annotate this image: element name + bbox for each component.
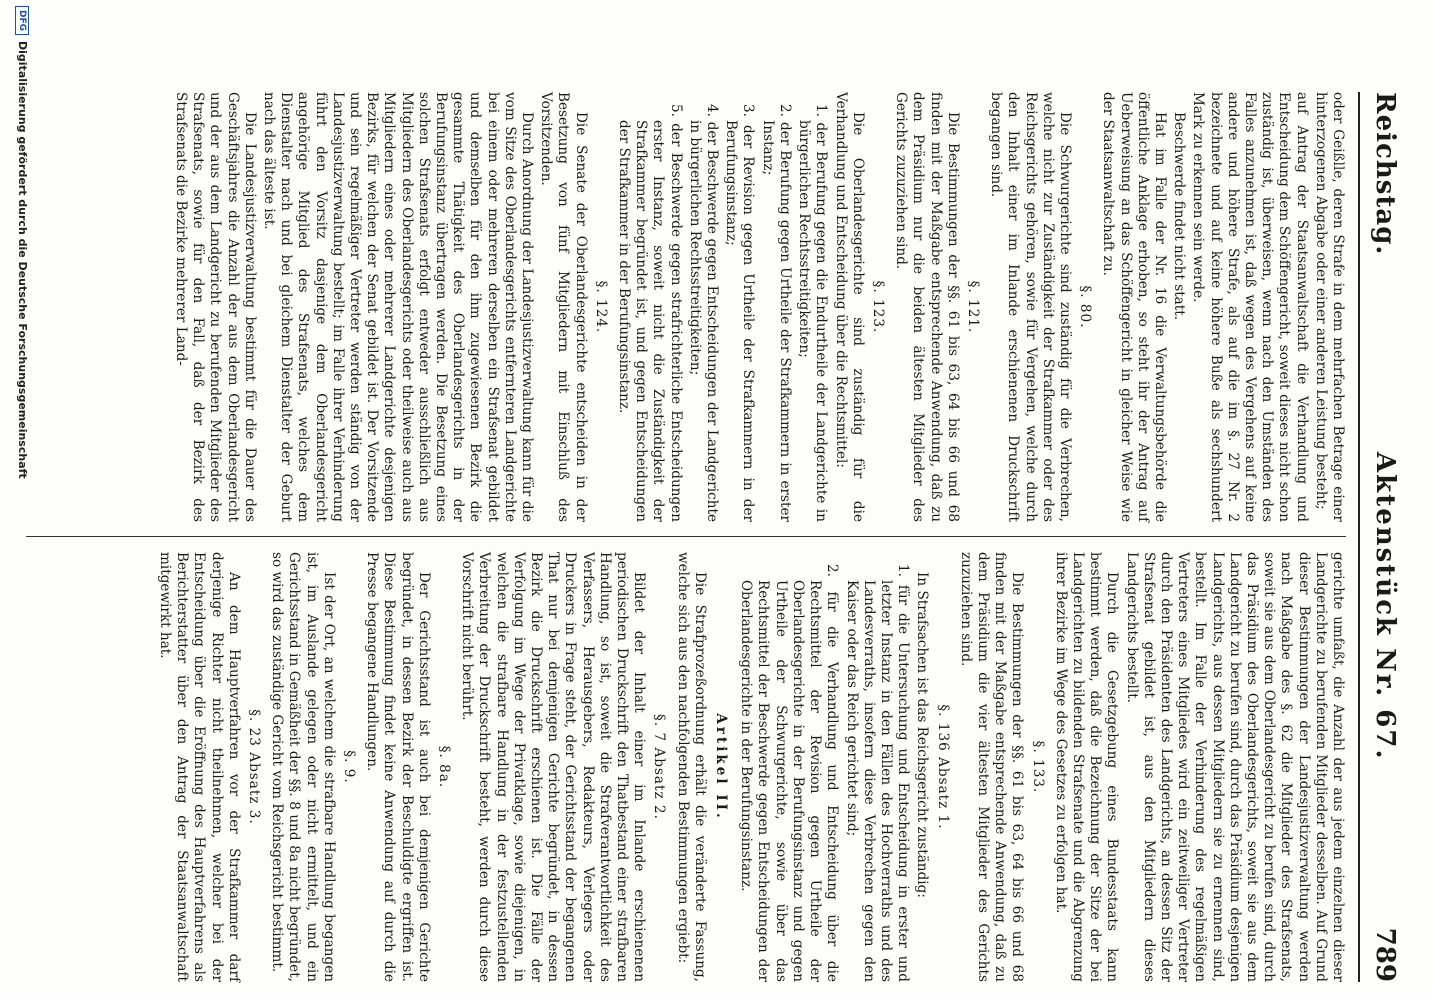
page-header <box>1360 92 1404 982</box>
dfg-logo: DFG <box>15 6 29 35</box>
page-body <box>14 92 1404 982</box>
digitization-credit-text: Digitalisierung gefördert durch die Deutsche Forschungsgemeinschaft <box>16 41 29 479</box>
paragraph: Die Senate der Oberlandesgerichte entscheiden in der Besetzung von fünf Mitgliedern mit Einschluß des Vorsitzenden. <box>538 92 589 522</box>
section-heading: §. 8a. <box>436 745 453 789</box>
running-head-left: Reichstag. <box>1370 92 1400 256</box>
paragraph: Ist der Ort, an welchem die strafbare Handlung begangen ist, im Auslande gelegen oder nicht ermittelt, und ein Gerichtsstand in Gemäßheit der §§. 8 und 8a nicht begründet, so wird das zuständige Gericht vom Reichsgericht bestimmt. <box>269 552 337 982</box>
list-item: 1. der Berufung gegen die Endurtheile der Landgerichte in bürgerlichen Rechtsstreitigkeiten; <box>796 104 830 522</box>
paragraph: Durch die Gesetzgebung eines Bundesstaats kann bestimmt werden, daß die Bezeichnung der Sitze der bei Landgerichten zu bildenden Strafsenate und die Abgrenzung ihrer Bezirke im Wege des Gesetzes zu erfolgen hat. <box>1052 552 1121 982</box>
list-item: 2. der Berufung gegen Urtheile der Strafkammern in erster Instanz; <box>759 104 793 522</box>
paragraph: Durch Anordnung der Landesjustizverwaltung kann für die vom Sitze des Oberlandesgerichts entfernteren Landgerichte bei einem oder mehreren derselben ein Strafsenat gebildet und demselben für den ihm zugewiesenen Bezirk die gesammte Thätigkeit des Oberlandesgerichts in der Berufungsinstanz übertragen werden. Die Besetzung eines solchen Strafsenats erfolgt entweder ausschließlich aus Mitgliedern des Oberlandesgerichts oder theilweise auch aus Mitgliedern eines oder mehrerer Landgerichte desjenigen Bezirks, für welchen der Senat gebildet ist. Der Vorsitzende und sein regelmäßiger Vertreter werden ständig von der Landesjustizverwaltung bestellt; im Falle ihrer Verhinderung führt den Vorsitz dasjenige dem Oberlandesgericht angehörige Mitglied des Strafsenats, welches dem Dienstalter nach und bei gleichem Dienstalter der Geburt nach das älteste ist. <box>261 92 536 522</box>
paragraph: Die Landesjustizverwaltung bestimmt für die Dauer des Geschäftsjahres die Anzahl der aus dem Oberlandesgericht und der aus dem Landgericht zu berufenden Mitglieder des Strafsenats, sowie für den Fall, daß der Bezirk des Strafsenats die Bezirke mehrerer Land- <box>173 92 258 522</box>
list-item: 5. der Beschwerde gegen strafrichterliche Entscheidungen erster Instanz, soweit nicht die Zuständigkeit der Strafkammer begründet ist, und gegen Entscheidungen der Strafkammer in der Berufungsinstanz. <box>616 104 684 522</box>
list-item: 4. der Beschwerde gegen Entscheidungen der Landgerichte in bürgerlichen Rechtsstreitigkeiten; <box>686 104 721 522</box>
paragraph: Beschwerde findet nicht statt. <box>1171 112 1188 321</box>
paragraph: Die Schwurgerichte sind zuständig für die Verbrechen, welche nicht zur Zuständigkeit der Strafkammer oder des Reichsgerichts gehören, sowie für Vergehen, welche durch den Inhalt einer im Inlande erschienenen Druckschrift begangen sind. <box>988 92 1073 522</box>
header-rule <box>1358 92 1360 982</box>
paragraph: In Strafsachen ist das Reichsgericht zuständig: <box>914 572 931 898</box>
column-divider <box>26 536 1346 537</box>
right-column <box>154 552 1346 982</box>
paragraph: Hat im Falle der Nr. 16 die Verwaltungsbehörde die öffentliche Anklage erhoben, so steht ihr der Antrag auf Ueberweisung an das Schöffengericht in gleicher Weise wie der Staatsanwaltschaft zu. <box>1100 92 1168 522</box>
paragraph: Die Oberlandesgerichte sind zuständig für die Verhandlung und Entscheidung über die Rechtsmittel: <box>832 92 866 522</box>
digitization-credit <box>15 0 29 1006</box>
paragraph: Die Strafprozeßordnung erhält die veränderte Fassung, welche sich aus den nachfolgenden Bestimmungen ergiebt: <box>674 552 708 982</box>
paragraph: Bildet der Inhalt einer im Inlande erschienenen periodischen Druckschrift den Thatbestand einer strafbaren Handlung, so ist, soweit die Strafverantwortlichkeit des Verfassers, Herausgebers, Redakteurs, Verlegers oder Druckers in Frage steht, der Gerichtsstand der begangenen That nur bei demjenigen Gerichte begründet, in dessen Bezirk die Druckschrift erschienen ist. Die Fälle der Verfolgung im Wege der Privatklage, sowie diejenigen, in welchen die strafbare Handlung in der festzustellenden Verbreitung der Druckschrift besteht, werden durch diese Vorschrift nicht berührt. <box>459 552 648 982</box>
page-number: 789 <box>1370 927 1400 982</box>
section-heading: §. 7 Absatz 2. <box>651 714 668 820</box>
document-title: Aktenstück Nr. 67. <box>1370 452 1400 761</box>
section-heading: §. 123. <box>869 280 886 334</box>
paragraph: oder Geißlle, deren Strafe in dem mehrfachen Betrage einer hinterzogenen Abgabe oder einer anderen Leistung besteht; <box>1312 92 1346 522</box>
section-heading: §. 121. <box>964 280 981 334</box>
paragraph: Die Bestimmungen der §§. 61 bis 63, 64 bis 66 und 68 finden mit der Maßgabe entsprechende Anwendung, daß zu dem Präsidium nur die beiden ältesten Mitglieder des Gerichts zuzuziehen sind. <box>893 92 961 522</box>
section-heading: §. 124. <box>592 280 609 334</box>
section-heading: §. 133. <box>1029 740 1046 794</box>
section-heading: §. 136 Absatz 1. <box>934 704 951 830</box>
section-heading: §. 9. <box>341 750 358 784</box>
article-heading: Artikel II. <box>713 713 730 821</box>
list-item: 2. für die Verhandlung und Entscheidung über die Rechtsmittel der Revision gegen Urtheile der Oberlandesgerichte in der Berufungsinstanz und gegen Urtheile der Schwurgerichte, sowie über das Rechtsmittel der Beschwerde gegen Entscheidungen der Oberlandesgerichte in der Berufungsinstanz. <box>738 564 841 982</box>
left-column <box>170 92 1346 522</box>
paragraph: gerichte umfaßt, die Anzahl der aus jedem einzelnen dieser Landgerichte zu berufenden Mitglieder desselben. Auf Grund dieser Bestimmungen der Landesjustizverwaltung werden nach Maßgabe des §. 62 die Mitglieder des Strafsenats, soweit sie aus dem Oberlandesgericht zu berufen sind, durch das Präsidium des Oberlandesgerichts, soweit sie aus dem Landgericht zu berufen sind, durch das Präsidium desjenigen Landgerichts, aus dessen Mitgliedern sie zu ernennen sind, bestellt. Im Falle der Verhinderung des regelmäßigen Vertreters eines Mitgliedes wird ein zeitweiliger Vertreter durch den Präsidenten des Landgerichts, an dessen Sitz der Strafsenat gebildet ist, aus den Mitgliedern dieses Landgerichts bestellt. <box>1123 552 1346 982</box>
paragraph: An dem Hauptverfahren vor der Strafkammer darf derjenige Richter nicht theilnehmen, welcher bei der Entscheidung über die Eröffnung des Hauptverfahrens als Berichterstatter über den Antrag der Staatsanwaltschaft mitgewirkt hat. <box>157 552 242 982</box>
paragraph: auf Antrag der Staatsanwaltschaft die Verhandlung und Entscheidung dem Schöffengericht, soweit dieses nicht schon zuständig ist, überweisen, wenn nach den Umständen des Falles anzunehmen ist, daß wegen des Vergehens auf keine andere und höhere Strafe, als auf die im §. 27 Nr. 2 bezeichnete und auf keine höhere Buße als sechshundert Mark zu erkennen sein werde. <box>1190 92 1310 522</box>
list-item: 3. der Revision gegen Urtheile der Strafkammern in der Berufungsinstanz; <box>723 104 757 522</box>
section-heading: §. 23 Absatz 3. <box>246 709 263 825</box>
paragraph: Der Gerichtsstand ist auch bei demjenigen Gerichte begründet, in dessen Bezirk der Beschuldigte ergriffen ist. Diese Bestimmung findet keine Anwendung auf durch die Presse begangene Handlungen. <box>364 552 432 982</box>
section-heading: §. 80. <box>1077 285 1094 329</box>
list-item: 1. für die Untersuchung und Entscheidung in erster und letzter Instanz in den Fällen des Hochverraths und des Landesverraths, insofern diese Verbrechen gegen den Kaiser oder das Reich gerichtet sind; <box>843 564 912 982</box>
paragraph: Die Bestimmungen der §§. 61 bis 63, 64 bis 66 und 68 finden mit der Maßgabe entsprechende Anwendung, daß zu dem Präsidium die vier ältesten Mitglieder des Gerichts zuzuziehen sind. <box>957 552 1026 982</box>
